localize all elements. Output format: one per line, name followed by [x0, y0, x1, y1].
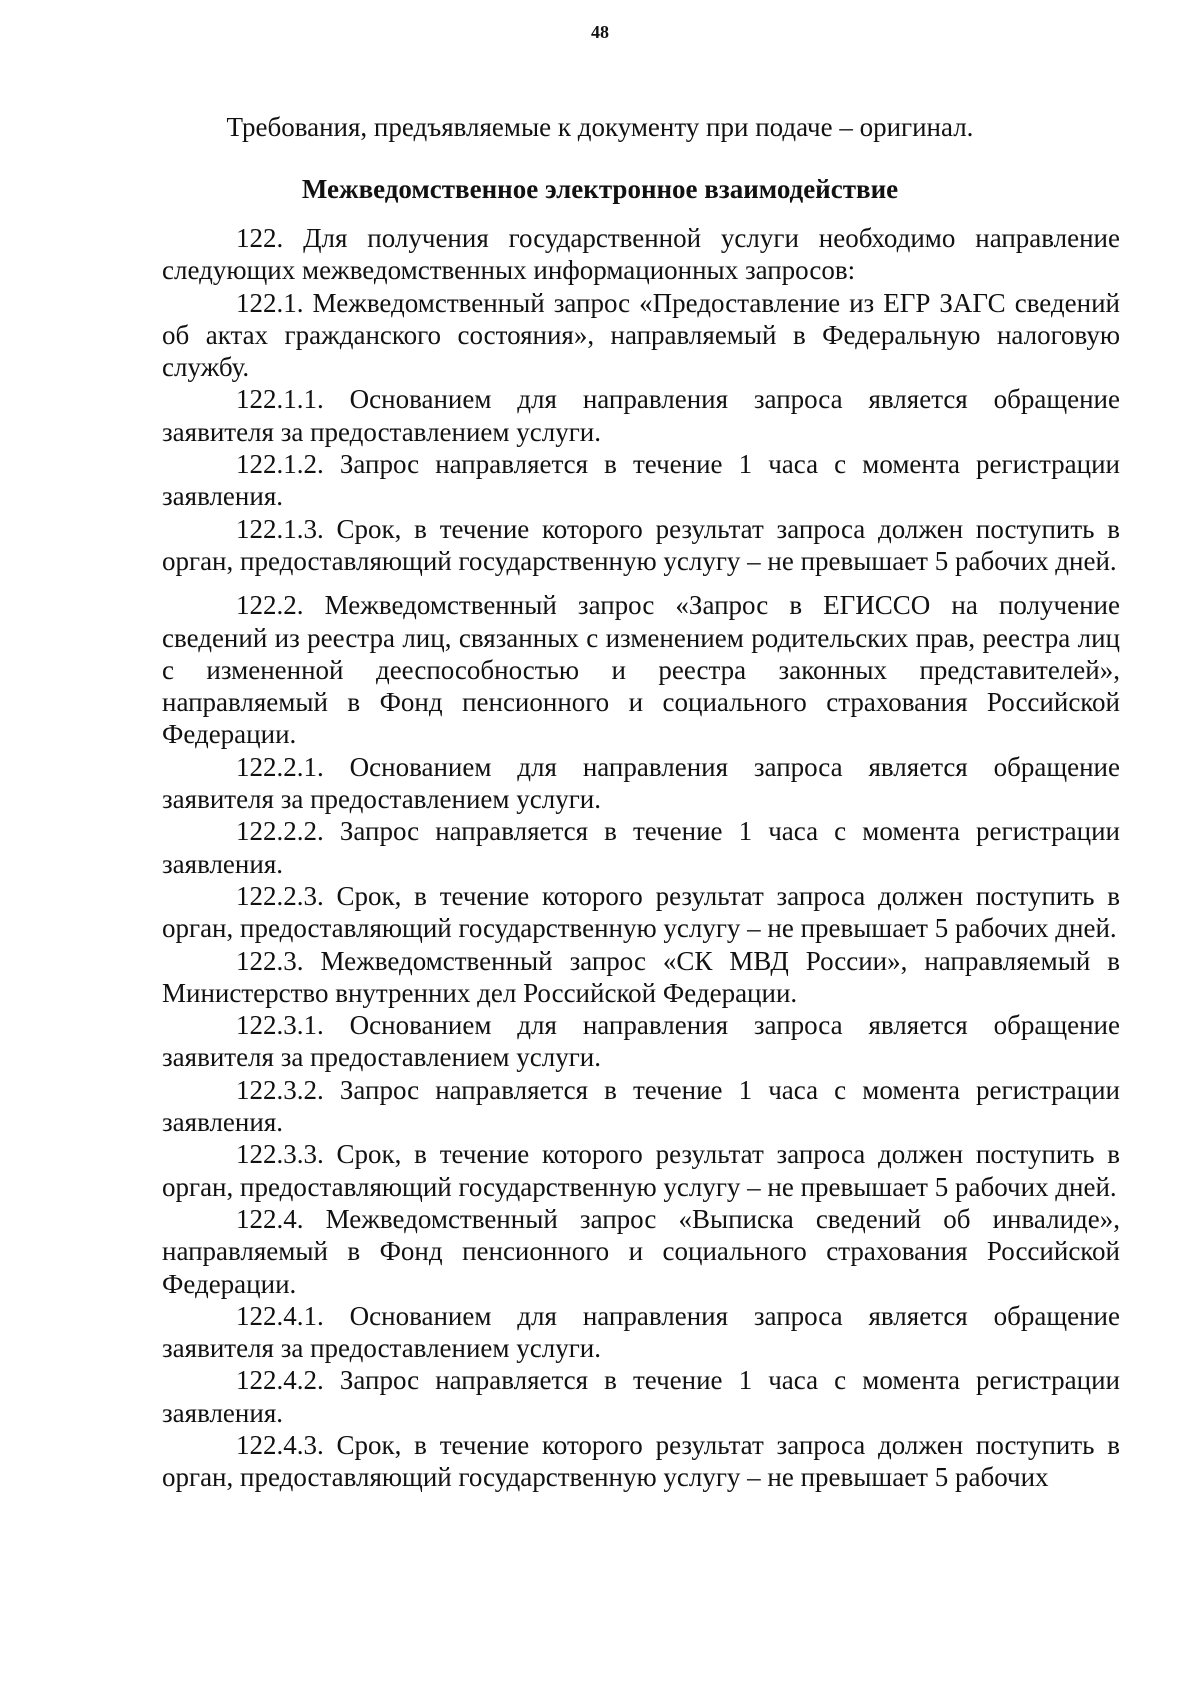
paragraph-122-3-2: 122.3.2. Запрос направляется в течение 1 часа с момента регистрации заявления.	[162, 1074, 1120, 1138]
paragraph-122-4-1: 122.4.1. Основанием для направления запроса является обращение заявителя за предоставлением услуги.	[162, 1300, 1120, 1364]
paragraph-122-2-2: 122.2.2. Запрос направляется в течение 1 часа с момента регистрации заявления.	[162, 816, 1120, 879]
paragraph-122-1: 122.1. Межведомственный запрос «Предоставление из ЕГР ЗАГС сведений об актах гражданского состояния», направляемый в Федеральную налоговую службу.	[162, 287, 1120, 383]
paragraph-122-3: 122.3. Межведомственный запрос «СК МВД России», направляемый в Министерство внутренних дел Российской Федерации.	[162, 945, 1120, 1008]
paragraph-122-1-1: 122.1.1. Основанием для направления запроса является обращение заявителя за предоставлением услуги.	[162, 384, 1120, 447]
document-body	[162, 222, 1120, 1494]
requirements-line: Требования, предъявляемые к документу при подаче – оригинал.	[226, 112, 974, 142]
paragraph-122-2: 122.2. Межведомственный запрос «Запрос в ЕГИССО на получение сведений из реестра лиц, связанных с изменением родительских прав, реестра лиц с измененной дееспособностью и реестра законных представителей», направляемый в Фонд пенсионного и социального страхования Российской Федерации.	[162, 590, 1120, 750]
paragraph-122-1-3: 122.1.3. Срок, в течение которого результат запроса должен поступить в орган, предоставляющий государственную услугу – не превышает 5 рабочих дней.	[162, 513, 1120, 576]
paragraph-122-2-3: 122.2.3. Срок, в течение которого результат запроса должен поступить в орган, предоставляющий государственную услугу – не превышает 5 рабочих дней.	[162, 880, 1120, 944]
paragraph-122-4-3: 122.4.3. Срок, в течение которого результат запроса должен поступить в орган, предоставляющий государственную услугу – не превышает 5 рабочих	[162, 1429, 1120, 1493]
paragraph-122: 122. Для получения государственной услуги необходимо направление следующих межведомственных информационных запросов:	[162, 223, 1120, 286]
paragraph-122-3-1: 122.3.1. Основанием для направления запроса является обращение заявителя за предоставлением услуги.	[162, 1010, 1120, 1073]
paragraph-122-4: 122.4. Межведомственный запрос «Выписка сведений об инвалиде», направляемый в Фонд пенсионного и социального страхования Российской Федерации.	[162, 1203, 1120, 1299]
page-number: 48	[591, 22, 609, 42]
paragraph-122-3-3: 122.3.3. Срок, в течение которого результат запроса должен поступить в орган, предоставляющий государственную услугу – не превышает 5 рабочих дней.	[162, 1139, 1120, 1202]
paragraph-122-2-1: 122.2.1. Основанием для направления запроса является обращение заявителя за предоставлением услуги.	[162, 751, 1120, 815]
paragraph-122-1-2: 122.1.2. Запрос направляется в течение 1 часа с момента регистрации заявления.	[162, 449, 1120, 512]
section-title: Межведомственное электронное взаимодействие	[301, 174, 899, 204]
paragraph-122-4-2: 122.4.2. Запрос направляется в течение 1 часа с момента регистрации заявления.	[162, 1365, 1120, 1428]
